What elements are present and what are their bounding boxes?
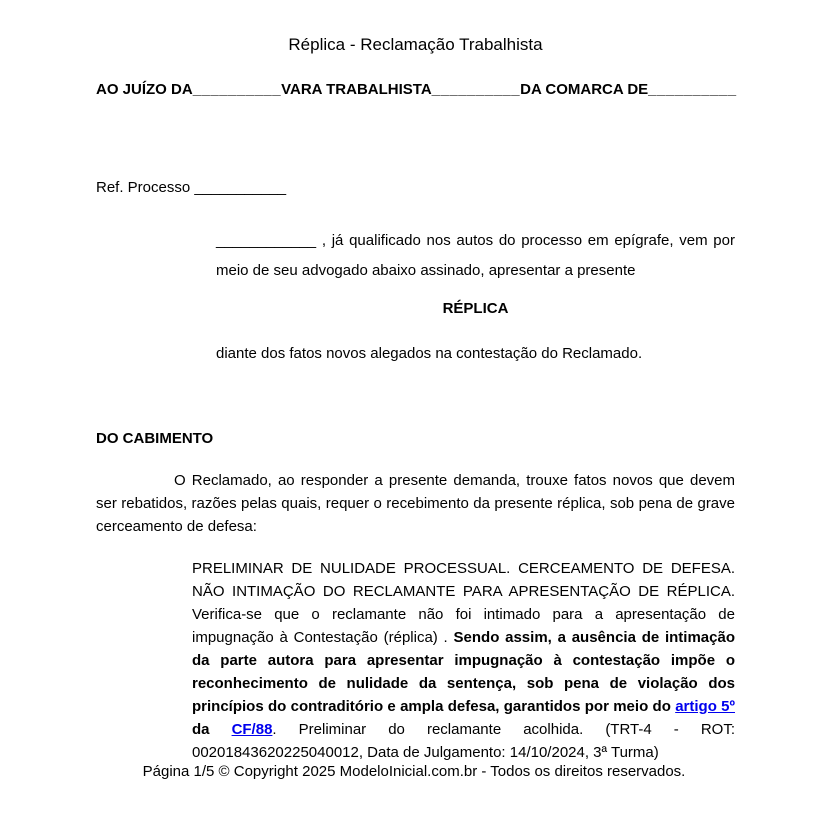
link-cf-88[interactable]: CF/88: [231, 721, 273, 738]
process-reference-line: Ref. Processo ___________: [96, 179, 287, 196]
cabimento-paragraph: O Reclamado, ao responder a presente demanda, trouxe fatos novos que devem ser rebatidos, razões pelas quais, requer o recebimento da presente réplica, sob pena de grave cerceamento de defesa:: [96, 472, 735, 535]
intro-paragraph: ____________ , já qualificado nos autos do processo em epígrafe, vem por meio de seu advogado abaixo assinado, apresentar a presente: [216, 232, 735, 279]
replica-purpose-line: diante dos fatos novos alegados na contestação do Reclamado.: [216, 345, 643, 362]
court-addressing-text: AO JUÍZO DA: [96, 81, 193, 98]
quote-bold-text: Sendo assim, a ausência de intimação da parte autora para apresentar impugnação à contestação impõe o reconhecimento de nulidade da sentença, sob pena de violação dos princípios do contraditório e ampla defesa, garantidos por meio do: [192, 629, 735, 715]
quote-text: PRELIMINAR DE NULIDADE PROCESSUAL. CERCEAMENTO DE DEFESA. NÃO INTIMAÇÃO DO RECLAMANTE PARA APRESENTAÇÃO DE RÉPLICA. Verifica-se que o reclamante não foi intimado para a apresentação de impugnação à Contestação (réplica) .: [192, 560, 735, 646]
court-addressing-text: DA COMARCA DE: [520, 81, 649, 98]
court-addressing-line: [96, 80, 735, 99]
page-footer: Página 1/5 © Copyright 2025 ModeloInicial.com.br - Todos os direitos reservados.: [142, 763, 686, 780]
link-artigo-5[interactable]: artigo 5º: [675, 698, 735, 715]
quote-text: . Preliminar do reclamante acolhida. (TRT-4 - ROT: 00201843620225040012, Data de Julgamento: 14/10/2024, 3ª Turma): [192, 721, 735, 761]
blank-field-vara: __________: [192, 81, 282, 98]
court-addressing-text: VARA TRABALHISTA: [281, 81, 432, 98]
quote-bold-text: da: [192, 721, 232, 738]
document-title: Réplica - Reclamação Trabalhista: [288, 35, 543, 54]
section-heading-cabimento: DO CABIMENTO: [96, 430, 214, 447]
blank-field-comarca: __________: [648, 81, 737, 98]
blank-field-trabalhista: __________: [431, 81, 521, 98]
jurisprudence-quote: [192, 557, 735, 764]
replica-heading: RÉPLICA: [442, 300, 509, 317]
